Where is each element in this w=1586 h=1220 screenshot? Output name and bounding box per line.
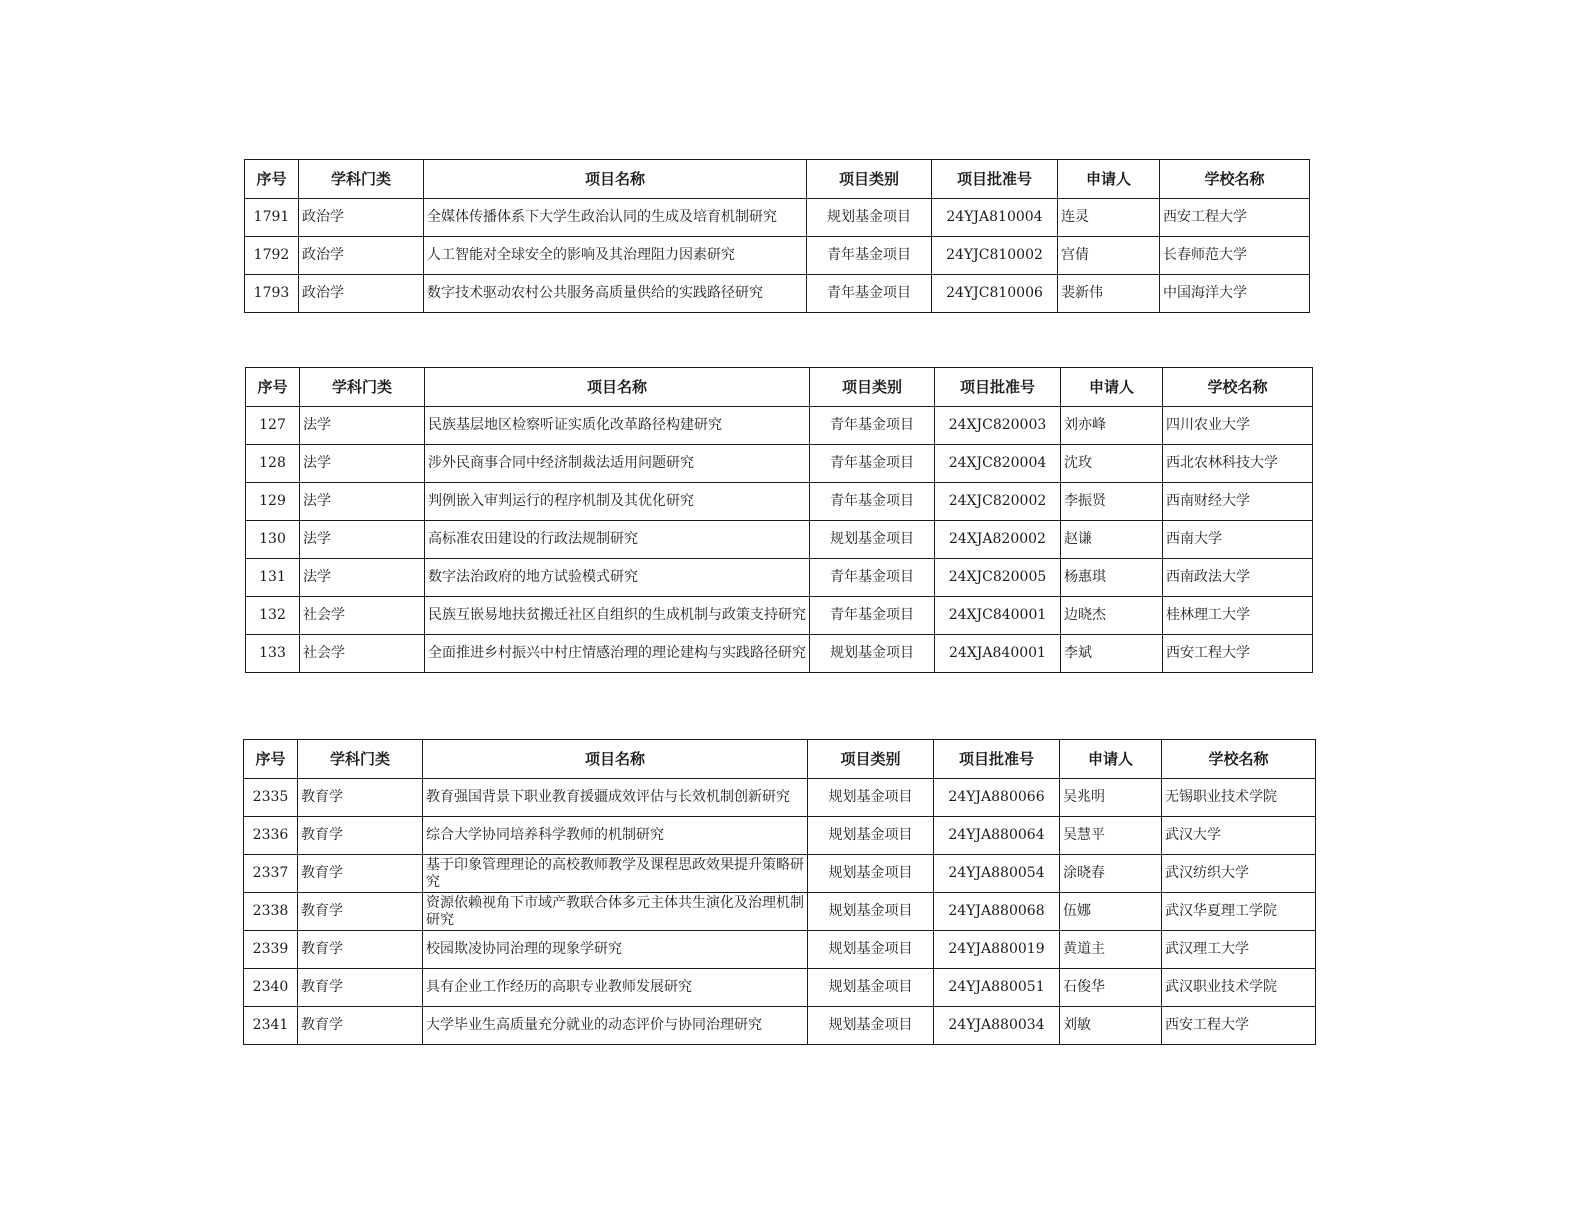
table-row [245, 237, 1310, 275]
project-type-cell: 规划基金项目 [808, 931, 934, 969]
school-name-cell: 武汉职业技术学院 [1162, 969, 1316, 1007]
discipline-cell: 教育学 [298, 855, 423, 893]
column-header-serial-number: 序号 [244, 740, 298, 779]
table-row [244, 969, 1316, 1007]
serial-number-cell: 130 [246, 521, 300, 559]
serial-number-cell: 2337 [244, 855, 298, 893]
approval-number-cell: 24XJC820005 [935, 559, 1061, 597]
project-name-cell: 基于印象管理理论的高校教师教学及课程思政效果提升策略研究 [423, 855, 808, 893]
project-type-cell: 青年基金项目 [810, 445, 935, 483]
table-row [246, 483, 1313, 521]
column-header-discipline: 学科门类 [298, 740, 423, 779]
applicant-cell: 赵谦 [1061, 521, 1163, 559]
discipline-cell: 法学 [300, 483, 425, 521]
column-header-project-type: 项目类别 [808, 740, 934, 779]
project-type-cell: 规划基金项目 [810, 521, 935, 559]
serial-number-cell: 132 [246, 597, 300, 635]
project-type-cell: 青年基金项目 [810, 483, 935, 521]
school-name-cell: 西安工程大学 [1163, 635, 1313, 673]
school-name-cell: 长春师范大学 [1160, 237, 1310, 275]
column-header-school-name: 学校名称 [1163, 368, 1313, 407]
approval-number-cell: 24YJC810002 [932, 237, 1058, 275]
column-header-approval-number: 项目批准号 [932, 160, 1058, 199]
applicant-cell: 刘敏 [1060, 1007, 1162, 1045]
applicant-cell: 黄道主 [1060, 931, 1162, 969]
project-type-cell: 青年基金项目 [807, 275, 932, 313]
project-type-cell: 规划基金项目 [808, 893, 934, 931]
approval-number-cell: 24YJA880051 [934, 969, 1060, 1007]
applicant-cell: 石俊华 [1060, 969, 1162, 1007]
approval-number-cell: 24XJC820004 [935, 445, 1061, 483]
table-row [246, 559, 1313, 597]
discipline-cell: 法学 [300, 445, 425, 483]
school-name-cell: 武汉理工大学 [1162, 931, 1316, 969]
discipline-cell: 教育学 [298, 1007, 423, 1045]
project-type-cell: 规划基金项目 [808, 779, 934, 817]
column-header-approval-number: 项目批准号 [935, 368, 1061, 407]
school-name-cell: 西南政法大学 [1163, 559, 1313, 597]
table-row [246, 445, 1313, 483]
serial-number-cell: 127 [246, 407, 300, 445]
project-name-cell: 校园欺凌协同治理的现象学研究 [423, 931, 808, 969]
school-name-cell: 西安工程大学 [1160, 199, 1310, 237]
school-name-cell: 四川农业大学 [1163, 407, 1313, 445]
project-name-cell: 教育强国背景下职业教育援疆成效评估与长效机制创新研究 [423, 779, 808, 817]
project-name-cell: 涉外民商事合同中经济制裁法适用问题研究 [425, 445, 810, 483]
project-type-cell: 规划基金项目 [808, 817, 934, 855]
applicant-cell: 涂晓春 [1060, 855, 1162, 893]
approval-number-cell: 24YJA880054 [934, 855, 1060, 893]
project-name-cell: 高标准农田建设的行政法规制研究 [425, 521, 810, 559]
approval-number-cell: 24YJA810004 [932, 199, 1058, 237]
project-type-cell: 规划基金项目 [808, 855, 934, 893]
column-header-approval-number: 项目批准号 [934, 740, 1060, 779]
data-table [243, 739, 1316, 1045]
discipline-cell: 政治学 [299, 275, 424, 313]
discipline-cell: 法学 [300, 559, 425, 597]
table-row [244, 817, 1316, 855]
school-name-cell: 桂林理工大学 [1163, 597, 1313, 635]
discipline-cell: 教育学 [298, 893, 423, 931]
applicant-cell: 刘亦峰 [1061, 407, 1163, 445]
header-row [246, 368, 1313, 407]
applicant-cell: 吴兆明 [1060, 779, 1162, 817]
discipline-cell: 政治学 [299, 237, 424, 275]
discipline-cell: 社会学 [300, 597, 425, 635]
approval-number-cell: 24YJA880068 [934, 893, 1060, 931]
table-row [246, 635, 1313, 673]
applicant-cell: 李振贤 [1061, 483, 1163, 521]
table-row [245, 275, 1310, 313]
project-name-cell: 民族互嵌易地扶贫搬迁社区自组织的生成机制与政策支持研究 [425, 597, 810, 635]
school-name-cell: 武汉纺织大学 [1162, 855, 1316, 893]
table-row [246, 407, 1313, 445]
discipline-cell: 法学 [300, 521, 425, 559]
project-table-2 [245, 367, 1313, 673]
project-table-1 [244, 159, 1310, 313]
discipline-cell: 法学 [300, 407, 425, 445]
approval-number-cell: 24XJC820003 [935, 407, 1061, 445]
applicant-cell: 边晓杰 [1061, 597, 1163, 635]
column-header-school-name: 学校名称 [1162, 740, 1316, 779]
applicant-cell: 杨惠琪 [1061, 559, 1163, 597]
approval-number-cell: 24XJC820002 [935, 483, 1061, 521]
project-name-cell: 判例嵌入审判运行的程序机制及其优化研究 [425, 483, 810, 521]
discipline-cell: 教育学 [298, 969, 423, 1007]
applicant-cell: 宫倩 [1058, 237, 1160, 275]
school-name-cell: 西北农林科技大学 [1163, 445, 1313, 483]
project-type-cell: 青年基金项目 [810, 597, 935, 635]
column-header-discipline: 学科门类 [299, 160, 424, 199]
serial-number-cell: 2338 [244, 893, 298, 931]
column-header-applicant: 申请人 [1061, 368, 1163, 407]
applicant-cell: 裴新伟 [1058, 275, 1160, 313]
applicant-cell: 吴慧平 [1060, 817, 1162, 855]
column-header-school-name: 学校名称 [1160, 160, 1310, 199]
column-header-applicant: 申请人 [1060, 740, 1162, 779]
project-type-cell: 青年基金项目 [810, 407, 935, 445]
table-row [244, 1007, 1316, 1045]
discipline-cell: 社会学 [300, 635, 425, 673]
school-name-cell: 中国海洋大学 [1160, 275, 1310, 313]
discipline-cell: 教育学 [298, 779, 423, 817]
column-header-discipline: 学科门类 [300, 368, 425, 407]
project-type-cell: 规划基金项目 [808, 969, 934, 1007]
column-header-project-name: 项目名称 [424, 160, 807, 199]
approval-number-cell: 24YJC810006 [932, 275, 1058, 313]
serial-number-cell: 2339 [244, 931, 298, 969]
serial-number-cell: 2336 [244, 817, 298, 855]
school-name-cell: 西南大学 [1163, 521, 1313, 559]
serial-number-cell: 129 [246, 483, 300, 521]
approval-number-cell: 24YJA880066 [934, 779, 1060, 817]
applicant-cell: 沈玫 [1061, 445, 1163, 483]
table-row [244, 931, 1316, 969]
project-name-cell: 人工智能对全球安全的影响及其治理阻力因素研究 [424, 237, 807, 275]
column-header-serial-number: 序号 [245, 160, 299, 199]
school-name-cell: 无锡职业技术学院 [1162, 779, 1316, 817]
project-type-cell: 青年基金项目 [807, 237, 932, 275]
project-name-cell: 全面推进乡村振兴中村庄情感治理的理论建构与实践路径研究 [425, 635, 810, 673]
column-header-project-type: 项目类别 [807, 160, 932, 199]
column-header-project-name: 项目名称 [425, 368, 810, 407]
table-row [246, 521, 1313, 559]
project-name-cell: 具有企业工作经历的高职专业教师发展研究 [423, 969, 808, 1007]
project-type-cell: 青年基金项目 [810, 559, 935, 597]
column-header-project-type: 项目类别 [810, 368, 935, 407]
project-type-cell: 规划基金项目 [808, 1007, 934, 1045]
project-type-cell: 规划基金项目 [807, 199, 932, 237]
project-type-cell: 规划基金项目 [810, 635, 935, 673]
serial-number-cell: 131 [246, 559, 300, 597]
header-row [244, 740, 1316, 779]
serial-number-cell: 128 [246, 445, 300, 483]
school-name-cell: 西南财经大学 [1163, 483, 1313, 521]
project-name-cell: 全媒体传播体系下大学生政治认同的生成及培育机制研究 [424, 199, 807, 237]
serial-number-cell: 1793 [245, 275, 299, 313]
discipline-cell: 教育学 [298, 817, 423, 855]
table-row [246, 597, 1313, 635]
approval-number-cell: 24XJC840001 [935, 597, 1061, 635]
applicant-cell: 伍娜 [1060, 893, 1162, 931]
project-name-cell: 综合大学协同培养科学教师的机制研究 [423, 817, 808, 855]
approval-number-cell: 24YJA880019 [934, 931, 1060, 969]
table-row [244, 855, 1316, 893]
approval-number-cell: 24XJA820002 [935, 521, 1061, 559]
project-name-cell: 数字法治政府的地方试验模式研究 [425, 559, 810, 597]
project-table-3 [243, 739, 1316, 1045]
school-name-cell: 武汉大学 [1162, 817, 1316, 855]
header-row [245, 160, 1310, 199]
discipline-cell: 政治学 [299, 199, 424, 237]
applicant-cell: 连灵 [1058, 199, 1160, 237]
project-name-cell: 资源依赖视角下市域产教联合体多元主体共生演化及治理机制研究 [423, 893, 808, 931]
approval-number-cell: 24XJA840001 [935, 635, 1061, 673]
column-header-serial-number: 序号 [246, 368, 300, 407]
school-name-cell: 西安工程大学 [1162, 1007, 1316, 1045]
project-name-cell: 民族基层地区检察听证实质化改革路径构建研究 [425, 407, 810, 445]
applicant-cell: 李斌 [1061, 635, 1163, 673]
table-row [244, 893, 1316, 931]
serial-number-cell: 2340 [244, 969, 298, 1007]
approval-number-cell: 24YJA880064 [934, 817, 1060, 855]
data-table [245, 367, 1313, 673]
serial-number-cell: 2335 [244, 779, 298, 817]
table-row [244, 779, 1316, 817]
school-name-cell: 武汉华夏理工学院 [1162, 893, 1316, 931]
data-table [244, 159, 1310, 313]
project-name-cell: 大学毕业生高质量充分就业的动态评价与协同治理研究 [423, 1007, 808, 1045]
serial-number-cell: 133 [246, 635, 300, 673]
column-header-project-name: 项目名称 [423, 740, 808, 779]
project-name-cell: 数字技术驱动农村公共服务高质量供给的实践路径研究 [424, 275, 807, 313]
approval-number-cell: 24YJA880034 [934, 1007, 1060, 1045]
table-row [245, 199, 1310, 237]
serial-number-cell: 2341 [244, 1007, 298, 1045]
serial-number-cell: 1791 [245, 199, 299, 237]
discipline-cell: 教育学 [298, 931, 423, 969]
serial-number-cell: 1792 [245, 237, 299, 275]
column-header-applicant: 申请人 [1058, 160, 1160, 199]
